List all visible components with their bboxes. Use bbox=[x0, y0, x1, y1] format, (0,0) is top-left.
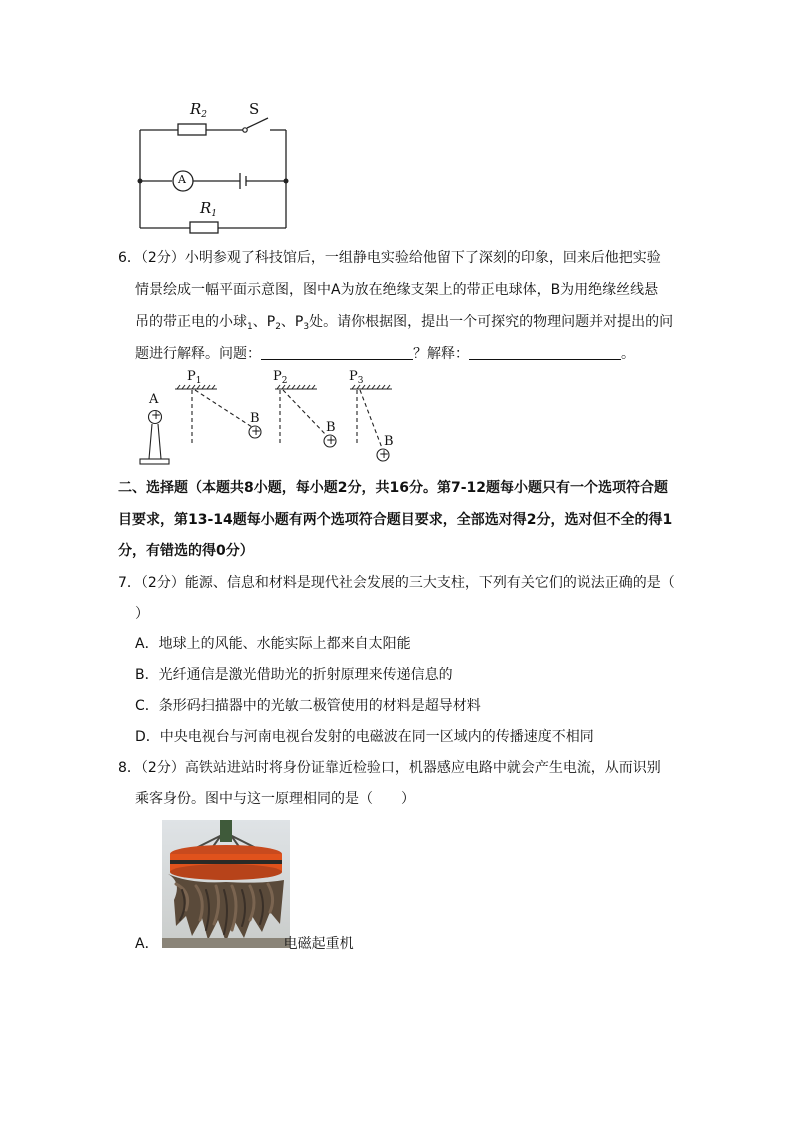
option-a-caption: 电磁起重机 bbox=[283, 936, 354, 952]
switch-label: S bbox=[249, 100, 260, 118]
q8-stem-1: 8．（2分）高铁站进站时将身份证靠近检验口，机器感应电路中就会产生电流，从而识别 bbox=[118, 760, 661, 776]
q6-line-2: 情景绘成一幅平面示意图，图中A为放在绝缘支架上的带正电球体，B为用绝缘丝线悬 bbox=[135, 282, 659, 298]
plus-sign: + bbox=[151, 408, 162, 422]
plus-sign: + bbox=[379, 447, 390, 461]
q6-line-4: 题进行解释。问题： ？解释： 。 bbox=[135, 346, 635, 362]
section2-line-3: 分，有错选的得0分） bbox=[118, 543, 254, 559]
question-blank[interactable] bbox=[261, 344, 413, 360]
p2-label: $P_2$ bbox=[273, 369, 288, 386]
plus-sign: + bbox=[251, 424, 262, 438]
q7-stem-1: 7．（2分）能源、信息和材料是现代社会发展的三大支柱，下列有关它们的说法正确的是（ bbox=[118, 575, 675, 591]
ball-b-label-1: B bbox=[250, 411, 260, 426]
plus-sign: + bbox=[326, 433, 337, 447]
q6-line-1: 6．（2分）小明参观了科技馆后，一组静电实验给他留下了深刻的印象，回来后他把实验 bbox=[118, 250, 661, 266]
sphere-a-label: A bbox=[149, 392, 159, 407]
r1-label: $R_1$ bbox=[200, 199, 218, 219]
q7-option-a[interactable]: A．地球上的风能、水能实际上都来自太阳能 bbox=[135, 636, 411, 652]
r2-label: $R_2$ bbox=[190, 100, 208, 120]
ammeter-label: A bbox=[178, 173, 186, 186]
electromagnetic-crane-photo bbox=[162, 820, 290, 948]
q7-option-d[interactable]: D．中央电视台与河南电视台发射的电磁波在同一区域内的传播速度不相同 bbox=[135, 729, 594, 745]
p1-label: $P_1$ bbox=[187, 369, 202, 386]
q7-stem-2: ） bbox=[135, 606, 149, 622]
ball-b-label-3: B bbox=[384, 434, 394, 449]
q7-option-b[interactable]: B．光纤通信是激光借助光的折射原理来传递信息的 bbox=[135, 667, 453, 683]
explanation-blank[interactable] bbox=[469, 344, 621, 360]
q8-stem-2: 乘客身份。图中与这一原理相同的是（ ） bbox=[135, 791, 415, 807]
section2-line-1: 二、选择题（本题共8小题，每小题2分，共16分。第7-12题每小题只有一个选项符合题 bbox=[118, 480, 668, 496]
ball-b-label-2: B bbox=[326, 420, 336, 435]
q7-option-c[interactable]: C．条形码扫描器中的光敏二极管使用的材料是超导材料 bbox=[135, 698, 481, 714]
section2-line-2: 目要求，第13-14题每小题有两个选项符合题目要求，全部选对得2分，选对但不全的得1 bbox=[118, 512, 673, 528]
q6-line-3: 吊的带正电的小球$_1$、$P_2$、$P_3$处。请你根据图，提出一个可探究的物理问题并对提出的问 bbox=[135, 314, 674, 332]
option-a-prefix: A． bbox=[135, 936, 159, 952]
p3-label: $P_3$ bbox=[349, 369, 364, 386]
q8-option-a[interactable] bbox=[135, 934, 354, 954]
